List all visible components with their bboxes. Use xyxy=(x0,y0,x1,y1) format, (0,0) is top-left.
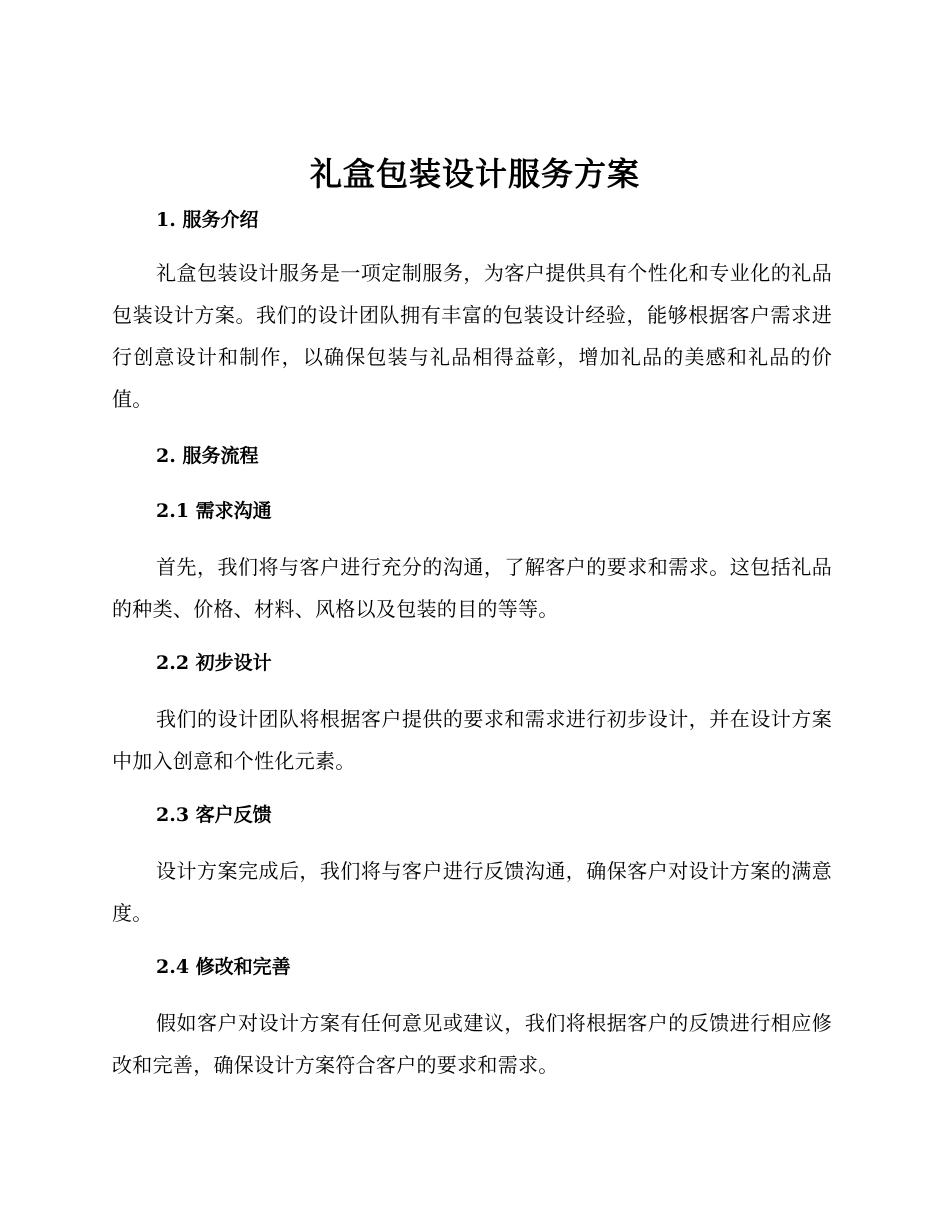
subsection-body-requirements: 首先，我们将与客户进行充分的沟通，了解客户的要求和需求。这包括礼品的种类、价格、材料、风格以及包装的目的等等。 xyxy=(112,555,832,621)
subsection-heading-requirements: 2.1 需求沟通 xyxy=(156,500,272,522)
subsection-heading-revision: 2.4 修改和完善 xyxy=(156,956,291,978)
subsection-heading-feedback: 2.3 客户反馈 xyxy=(156,804,272,826)
subsection-body-initial-design: 我们的设计团队将根据客户提供的要求和需求进行初步设计，并在设计方案中加入创意和个性化元素。 xyxy=(112,707,832,773)
subsection-body-feedback: 设计方案完成后，我们将与客户进行反馈沟通，确保客户对设计方案的满意度。 xyxy=(112,859,832,925)
section-body-service-intro: 礼盒包装设计服务是一项定制服务，为客户提供具有个性化和专业化的礼品包装设计方案。我们的设计团队拥有丰富的包装设计经验，能够根据客户需求进行创意设计和制作，以确保包装与礼品相得益彰，增加礼品的美感和礼品的价值。 xyxy=(112,261,832,411)
section-heading-service-intro: 1. 服务介绍 xyxy=(156,209,259,231)
subsection-body-revision: 假如客户对设计方案有任何意见或建议，我们将根据客户的反馈进行相应修改和完善，确保设计方案符合客户的要求和需求。 xyxy=(112,1011,832,1077)
subsection-heading-initial-design: 2.2 初步设计 xyxy=(156,652,272,674)
document-title: 礼盒包装设计服务方案 xyxy=(309,155,640,193)
section-heading-service-process: 2. 服务流程 xyxy=(156,445,259,467)
